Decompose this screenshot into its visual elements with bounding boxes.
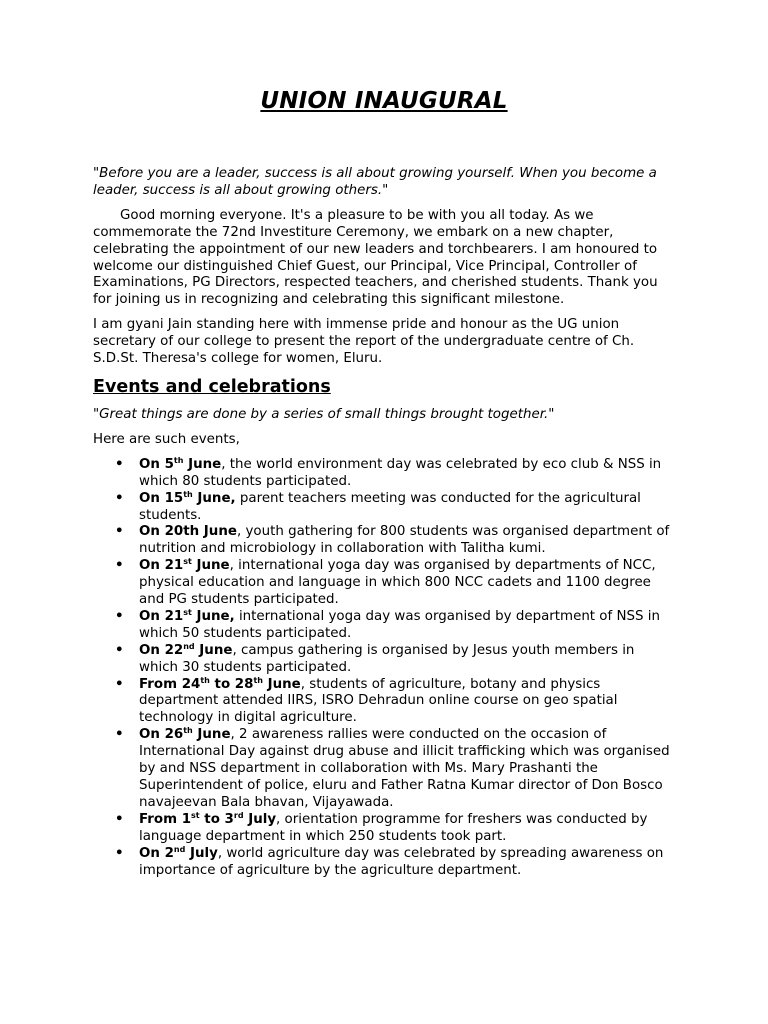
- date-text: June: [262, 676, 301, 692]
- bullet-icon: •: [115, 642, 124, 658]
- quote-mark-open: ": [93, 166, 100, 181]
- event-item: [93, 558, 675, 609]
- date-ordinal-suffix: nd: [183, 641, 195, 651]
- intro-paragraph: Good morning everyone. It's a pleasure to be with you all today. As we commemorate the 72nd Investiture Ceremony, we embark on a new chapter, celebrating the appointment of our new leaders and torchbearers. I am honoured to welcome our distinguished Chief Guest, our Principal, Vice Principal, Controller of Examinations, PG Directors, respected teachers, and cherished students. Thank you for joining us in recognizing and celebrating this significant milestone.: [93, 207, 658, 308]
- event-item: [93, 677, 675, 728]
- bullet-icon: •: [115, 845, 124, 861]
- date-ordinal-suffix: th: [183, 726, 193, 736]
- date-ordinal-suffix: th: [253, 675, 263, 685]
- opening-quote: [93, 166, 675, 200]
- date-text: On 20th June: [139, 524, 237, 540]
- date-text: June: [191, 558, 230, 574]
- quote-mark-close: ": [548, 406, 555, 422]
- date-ordinal-suffix: rd: [233, 810, 244, 820]
- section-quote-text: Great things are done by a series of small things brought together.: [99, 406, 549, 422]
- date-text: June: [194, 642, 233, 658]
- date-ordinal-suffix: st: [183, 607, 192, 617]
- bullet-icon: •: [115, 727, 124, 743]
- date-text: July: [243, 811, 277, 827]
- date-text: On 21: [139, 558, 184, 574]
- events-list: [93, 457, 675, 880]
- date-ordinal-suffix: th: [200, 675, 210, 685]
- event-date: [139, 457, 221, 472]
- event-date: [139, 643, 232, 658]
- event-date: [139, 491, 236, 506]
- events-intro: Here are such events,: [93, 431, 240, 447]
- event-date: [139, 524, 237, 539]
- bullet-icon: •: [115, 676, 124, 692]
- event-item: [93, 457, 675, 491]
- event-description: , world agriculture day was celebrated by spreading awareness on importance of agriculture by the agriculture department.: [139, 845, 664, 878]
- bullet-icon: •: [115, 608, 124, 624]
- event-item: [93, 491, 675, 525]
- date-text: to 28: [209, 676, 254, 692]
- event-description: parent teachers meeting was conducted for the agricultural students.: [139, 490, 641, 523]
- date-ordinal-suffix: th: [173, 455, 184, 465]
- date-ordinal-suffix: nd: [173, 844, 186, 854]
- bullet-icon: •: [115, 811, 124, 827]
- event-date: [139, 558, 230, 573]
- event-description: , 2 awareness rallies were conducted on the occasion of International Day against drug abuse and illicit trafficking which was organised by and NSS department in collaboration with Ms. Mary Prashanti the Superintendent of police, eluru and Father Ratna Kumar director of Don Bosco navajeevan Bala bhavan, Vijayawada.: [139, 727, 670, 810]
- event-item: [93, 643, 675, 677]
- date-text: June,: [192, 490, 236, 506]
- section-heading: Events and celebrations: [93, 376, 331, 397]
- date-text: July: [185, 845, 218, 861]
- event-item: [93, 846, 675, 880]
- secretary-paragraph: I am gyani Jain standing here with immense pride and honour as the UG union secretary of our college to present the report of the undergraduate centre of Ch. S.D.St. Theresa's college for women, Eluru.: [93, 317, 635, 367]
- date-text: June,: [191, 608, 235, 624]
- page-title: UNION INAUGURAL: [260, 88, 508, 114]
- event-item: [93, 609, 675, 643]
- event-description: , international yoga day was organised by departments of NCC, physical education and language in which 800 NCC cadets and 1100 degree and PG students participated.: [139, 558, 656, 608]
- bullet-icon: •: [115, 558, 124, 574]
- date-text: June: [183, 456, 222, 472]
- quote-mark-close: ": [382, 182, 389, 198]
- date-text: to 3: [199, 811, 234, 827]
- quote-mark-open: ": [93, 406, 100, 422]
- bullet-icon: •: [115, 490, 124, 506]
- event-date: [139, 727, 231, 742]
- date-text: On 15: [139, 490, 184, 506]
- date-text: On 5: [139, 456, 174, 472]
- event-description: , youth gathering for 800 students was organised department of nutrition and microbiology in collaboration with Talitha kumi.: [139, 524, 670, 557]
- date-text: June: [192, 727, 231, 743]
- date-text: From 1: [139, 811, 192, 827]
- date-text: On 26: [139, 727, 184, 743]
- event-description: , campus gathering is organised by Jesus youth members in which 30 students participated.: [139, 642, 635, 675]
- bullet-icon: •: [115, 524, 124, 540]
- event-item: [93, 524, 675, 558]
- document-body: [93, 166, 675, 879]
- event-item: [93, 812, 675, 846]
- event-description: , the world environment day was celebrated by eco club & NSS in which 80 students participated.: [139, 456, 662, 489]
- date-text: From 24: [139, 676, 201, 692]
- event-item: [93, 727, 675, 812]
- date-ordinal-suffix: th: [183, 489, 193, 499]
- event-description: , orientation programme for freshers was conducted by language department in which 250 students took part.: [139, 811, 648, 844]
- event-description: international yoga day was organised by department of NSS in which 50 students participated.: [139, 608, 660, 641]
- date-text: On 22: [139, 642, 184, 658]
- event-date: [139, 812, 276, 827]
- section-quote: [93, 407, 675, 424]
- event-date: [139, 677, 301, 692]
- event-date: [139, 609, 235, 624]
- date-ordinal-suffix: st: [183, 557, 192, 567]
- date-text: On 21: [139, 608, 184, 624]
- event-description: , students of agriculture, botany and physics department attended IIRS, ISRO Dehradun online course on geo spatial technology in digital agriculture.: [139, 676, 618, 726]
- opening-quote-text: Before you are a leader, success is all about growing yourself. When you become a leader, success is all about growing others.: [93, 166, 657, 198]
- bullet-icon: •: [115, 456, 124, 472]
- date-text: On 2: [139, 845, 174, 861]
- event-date: [139, 846, 218, 861]
- date-ordinal-suffix: st: [191, 810, 200, 820]
